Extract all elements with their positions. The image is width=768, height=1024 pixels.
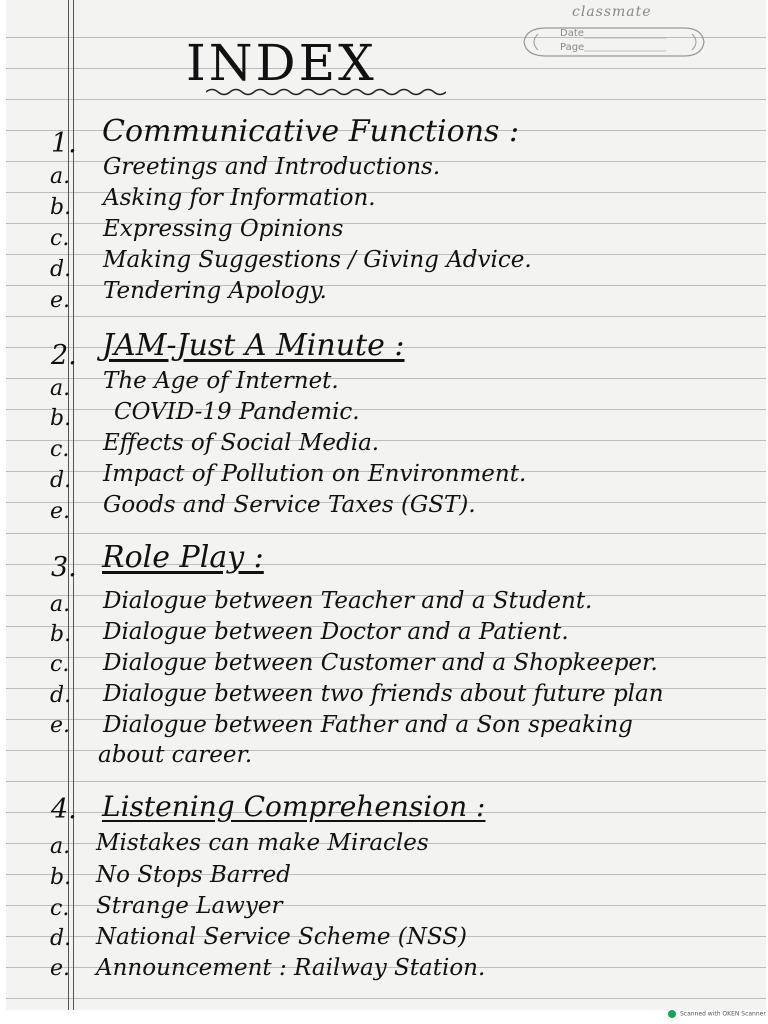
section-4-item-b: No Stops Barred (96, 862, 291, 888)
section-3-item-a: Dialogue between Teacher and a Student. (103, 588, 593, 614)
section-4-heading: Listening Comprehension : (102, 790, 486, 823)
section-1-heading: Communicative Functions : (102, 114, 520, 149)
section-4-item-b-letter: b. (50, 865, 72, 890)
section-1-item-c-letter: c. (50, 226, 70, 251)
section-2-item-b-letter: b. (50, 406, 72, 431)
section-3-item-e: Dialogue between Father and a Son speaking (103, 712, 633, 738)
section-3-item-b: Dialogue between Doctor and a Patient. (103, 619, 569, 645)
notebook-sheet (6, 0, 766, 1010)
section-1-item-b: Asking for Information. (103, 185, 376, 211)
section-2-item-a: The Age of Internet. (103, 368, 339, 394)
section-3-number: 3. (51, 552, 77, 583)
section-2-item-c: Effects of Social Media. (103, 430, 380, 456)
section-3-item-a-letter: a. (50, 592, 71, 617)
date-page-box (516, 22, 706, 62)
section-3-item-c: Dialogue between Customer and a Shopkeeper. (103, 650, 658, 676)
page-title: INDEX (186, 34, 377, 92)
section-1-item-a-letter: a. (50, 164, 71, 189)
section-2-heading: JAM-Just A Minute : (102, 328, 405, 363)
section-1-item-d-letter: d. (50, 257, 72, 282)
scanner-watermark (668, 1010, 766, 1018)
section-3-item-d-letter: d. (50, 683, 72, 708)
section-1-item-b-letter: b. (50, 195, 72, 220)
date-label: Date (560, 28, 584, 39)
section-3-item-d: Dialogue between two friends about future plan (103, 681, 664, 707)
section-3-item-c-letter: c. (50, 652, 70, 677)
notebook-brand: classmate (572, 4, 652, 20)
section-1-item-e: Tendering Apology. (103, 278, 327, 304)
section-2-item-d: Impact of Pollution on Environment. (103, 461, 527, 487)
section-3-item-e-continuation: about career. (98, 742, 253, 768)
section-1-item-d: Making Suggestions / Giving Advice. (103, 247, 532, 273)
section-3-heading: Role Play : (102, 540, 264, 575)
section-4-item-a: Mistakes can make Miracles (96, 830, 429, 856)
section-4-item-e: Announcement : Railway Station. (96, 955, 486, 981)
section-1-item-c: Expressing Opinions (103, 216, 344, 242)
section-1-number: 1. (51, 128, 77, 159)
section-4-item-c-letter: c. (50, 896, 70, 921)
section-1-item-a: Greetings and Introductions. (103, 154, 441, 180)
section-2-item-d-letter: d. (50, 468, 72, 493)
section-4-item-a-letter: a. (50, 834, 71, 859)
section-2-item-c-letter: c. (50, 437, 70, 462)
section-4-item-c: Strange Lawyer (96, 893, 283, 919)
section-2-number: 2. (51, 340, 77, 371)
section-2-item-b: COVID-19 Pandemic. (114, 399, 360, 425)
page-label: Page (560, 42, 585, 53)
scanner-text: Scanned with OKEN Scanner (680, 1010, 766, 1018)
section-3-item-b-letter: b. (50, 622, 72, 647)
section-4-item-e-letter: e. (50, 956, 71, 981)
section-2-item-a-letter: a. (50, 376, 71, 401)
section-2-item-e-letter: e. (50, 499, 71, 524)
section-1-item-e-letter: e. (50, 288, 71, 313)
scanner-logo-icon (668, 1010, 676, 1018)
date-page-box-outline (516, 22, 706, 62)
title-wavy-underline (206, 86, 446, 98)
section-4-number: 4. (51, 794, 77, 825)
section-4-item-d-letter: d. (50, 926, 72, 951)
section-3-item-e-letter: e. (50, 713, 71, 738)
section-4-item-d: National Service Scheme (NSS) (96, 924, 467, 950)
section-2-item-e: Goods and Service Taxes (GST). (103, 492, 476, 518)
